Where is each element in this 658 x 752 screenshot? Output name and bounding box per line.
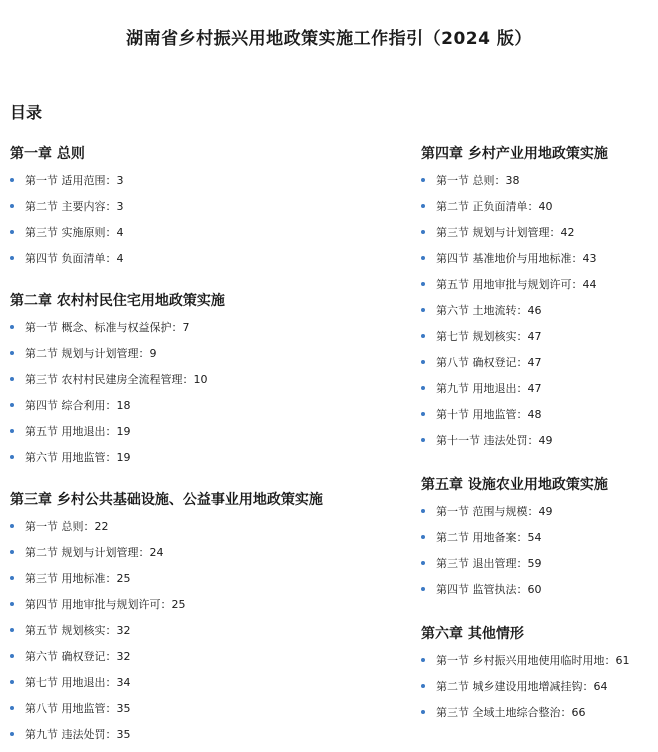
bullet-icon — [421, 710, 425, 714]
section-label: 第七节 规划核实：47 — [436, 330, 542, 343]
section-label: 第九节 违法处罚：35 — [25, 728, 131, 741]
section-label: 第六节 土地流转：46 — [436, 304, 542, 317]
section-label: 第六节 用地监管：19 — [25, 451, 131, 464]
toc-section-item[interactable] — [10, 674, 410, 700]
bullet-icon — [10, 732, 14, 736]
section-list — [10, 172, 410, 276]
section-label: 第二节 用地备案：54 — [436, 531, 542, 544]
bullet-icon — [421, 282, 425, 286]
section-list — [421, 503, 658, 607]
chapter-title[interactable]: 第三章 乡村公共基础设施、公益事业用地政策实施 — [10, 492, 323, 508]
section-label: 第三节 农村村民建房全流程管理：10 — [25, 373, 208, 386]
section-label: 第三节 全域土地综合整治：66 — [436, 706, 586, 719]
bullet-icon — [421, 256, 425, 260]
toc-section-item[interactable] — [421, 678, 658, 704]
bullet-icon — [10, 377, 14, 381]
section-label: 第十一节 违法处罚：49 — [436, 434, 553, 447]
bullet-icon — [421, 230, 425, 234]
chapter-title[interactable]: 第四章 乡村产业用地政策实施 — [421, 146, 608, 162]
chapter-title[interactable]: 第一章 总则 — [10, 146, 85, 162]
toc-section-item[interactable] — [421, 555, 658, 581]
bullet-icon — [10, 351, 14, 355]
bullet-icon — [10, 178, 14, 182]
section-label: 第五节 用地退出：19 — [25, 425, 131, 438]
chapter-title[interactable]: 第六章 其他情形 — [421, 626, 524, 642]
bullet-icon — [421, 684, 425, 688]
chapter-spacer — [421, 458, 658, 475]
section-label: 第十节 用地监管：48 — [436, 408, 542, 421]
section-label: 第一节 范围与规模：49 — [436, 505, 553, 518]
bullet-icon — [10, 628, 14, 632]
toc-section-item[interactable] — [10, 319, 410, 345]
toc-section-item[interactable] — [421, 224, 658, 250]
section-label: 第四节 监管执法：60 — [436, 583, 542, 596]
toc-section-item[interactable] — [10, 700, 410, 726]
section-label: 第一节 总则：38 — [436, 174, 520, 187]
section-label: 第九节 用地退出：47 — [436, 382, 542, 395]
bullet-icon — [421, 587, 425, 591]
toc-section-item[interactable] — [421, 529, 658, 555]
chapter-title[interactable]: 第五章 设施农业用地政策实施 — [421, 477, 608, 493]
toc-section-item[interactable] — [421, 172, 658, 198]
toc-chapter — [421, 475, 658, 607]
bullet-icon — [10, 550, 14, 554]
toc-section-item[interactable] — [10, 250, 410, 276]
toc-heading: 目录 — [10, 103, 43, 122]
toc-section-item[interactable] — [10, 596, 410, 622]
toc-right-column — [421, 144, 658, 730]
bullet-icon — [10, 403, 14, 407]
bullet-icon — [421, 561, 425, 565]
section-list — [10, 518, 410, 752]
bullet-icon — [421, 204, 425, 208]
bullet-icon — [10, 256, 14, 260]
toc-section-item[interactable] — [421, 406, 658, 432]
toc-section-item[interactable] — [10, 198, 410, 224]
section-label: 第六节 确权登记：32 — [25, 650, 131, 663]
bullet-icon — [10, 325, 14, 329]
toc-section-item[interactable] — [421, 302, 658, 328]
toc-chapter — [10, 144, 410, 276]
section-list — [421, 172, 658, 458]
bullet-icon — [421, 386, 425, 390]
bullet-icon — [10, 602, 14, 606]
toc-chapter — [421, 144, 658, 458]
bullet-icon — [421, 360, 425, 364]
toc-chapter — [10, 291, 410, 475]
toc-section-item[interactable] — [421, 250, 658, 276]
section-label: 第三节 用地标准：25 — [25, 572, 131, 585]
toc-section-item[interactable] — [421, 354, 658, 380]
section-label: 第一节 概念、标准与权益保护：7 — [25, 321, 190, 334]
toc-chapter — [10, 490, 410, 752]
section-label: 第四节 负面清单：4 — [25, 252, 124, 265]
toc-section-item[interactable] — [10, 570, 410, 596]
bullet-icon — [421, 535, 425, 539]
bullet-icon — [421, 308, 425, 312]
section-label: 第三节 实施原则：4 — [25, 226, 124, 239]
toc-section-item[interactable] — [10, 172, 410, 198]
bullet-icon — [421, 658, 425, 662]
toc-section-item[interactable] — [10, 371, 410, 397]
toc-section-item[interactable] — [10, 544, 410, 570]
section-label: 第二节 城乡建设用地增减挂钩：64 — [436, 680, 608, 693]
bullet-icon — [10, 706, 14, 710]
chapter-title[interactable]: 第二章 农村村民住宅用地政策实施 — [10, 293, 225, 309]
section-label: 第四节 基准地价与用地标准：43 — [436, 252, 597, 265]
bullet-icon — [10, 204, 14, 208]
section-label: 第四节 综合利用：18 — [25, 399, 131, 412]
toc-section-item[interactable] — [10, 518, 410, 544]
section-list — [421, 652, 658, 730]
bullet-icon — [10, 429, 14, 433]
toc-section-item[interactable] — [10, 726, 410, 752]
toc-left-column — [10, 144, 410, 752]
bullet-icon — [10, 576, 14, 580]
bullet-icon — [421, 334, 425, 338]
toc-section-item[interactable] — [421, 328, 658, 354]
toc-section-item[interactable] — [421, 276, 658, 302]
bullet-icon — [10, 524, 14, 528]
toc-chapter — [421, 624, 658, 730]
document-title: 湖南省乡村振兴用地政策实施工作指引（2024 版） — [126, 29, 532, 49]
section-label: 第一节 总则：22 — [25, 520, 109, 533]
toc-section-item[interactable] — [421, 380, 658, 406]
section-label: 第五节 规划核实：32 — [25, 624, 131, 637]
section-label: 第二节 规划与计划管理：9 — [25, 347, 157, 360]
bullet-icon — [421, 438, 425, 442]
chapter-spacer — [10, 276, 410, 291]
toc-section-item[interactable] — [421, 581, 658, 607]
section-label: 第二节 规划与计划管理：24 — [25, 546, 164, 559]
toc-section-item[interactable] — [10, 648, 410, 674]
toc-section-item[interactable] — [10, 622, 410, 648]
section-label: 第一节 乡村振兴用地使用临时用地：61 — [436, 654, 630, 667]
bullet-icon — [10, 455, 14, 459]
section-label: 第二节 主要内容：3 — [25, 200, 124, 213]
bullet-icon — [10, 654, 14, 658]
toc-section-item[interactable] — [421, 704, 658, 730]
section-label: 第三节 退出管理：59 — [436, 557, 542, 570]
bullet-icon — [10, 230, 14, 234]
toc-section-item[interactable] — [421, 198, 658, 224]
section-label: 第二节 正负面清单：40 — [436, 200, 553, 213]
toc-section-item[interactable] — [10, 397, 410, 423]
toc-section-item[interactable] — [10, 449, 410, 475]
section-label: 第五节 用地审批与规划许可：44 — [436, 278, 597, 291]
chapter-spacer — [421, 607, 658, 624]
section-label: 第八节 用地监管：35 — [25, 702, 131, 715]
toc-section-item[interactable] — [421, 652, 658, 678]
toc-section-item[interactable] — [421, 432, 658, 458]
toc-section-item[interactable] — [10, 345, 410, 371]
toc-section-item[interactable] — [10, 224, 410, 250]
toc-section-item[interactable] — [421, 503, 658, 529]
bullet-icon — [10, 680, 14, 684]
section-label: 第七节 用地退出：34 — [25, 676, 131, 689]
section-list — [10, 319, 410, 475]
bullet-icon — [421, 178, 425, 182]
section-label: 第三节 规划与计划管理：42 — [436, 226, 575, 239]
section-label: 第四节 用地审批与规划许可：25 — [25, 598, 186, 611]
section-label: 第八节 确权登记：47 — [436, 356, 542, 369]
bullet-icon — [421, 509, 425, 513]
chapter-spacer — [10, 475, 410, 490]
bullet-icon — [421, 412, 425, 416]
toc-section-item[interactable] — [10, 423, 410, 449]
section-label: 第一节 适用范围：3 — [25, 174, 124, 187]
